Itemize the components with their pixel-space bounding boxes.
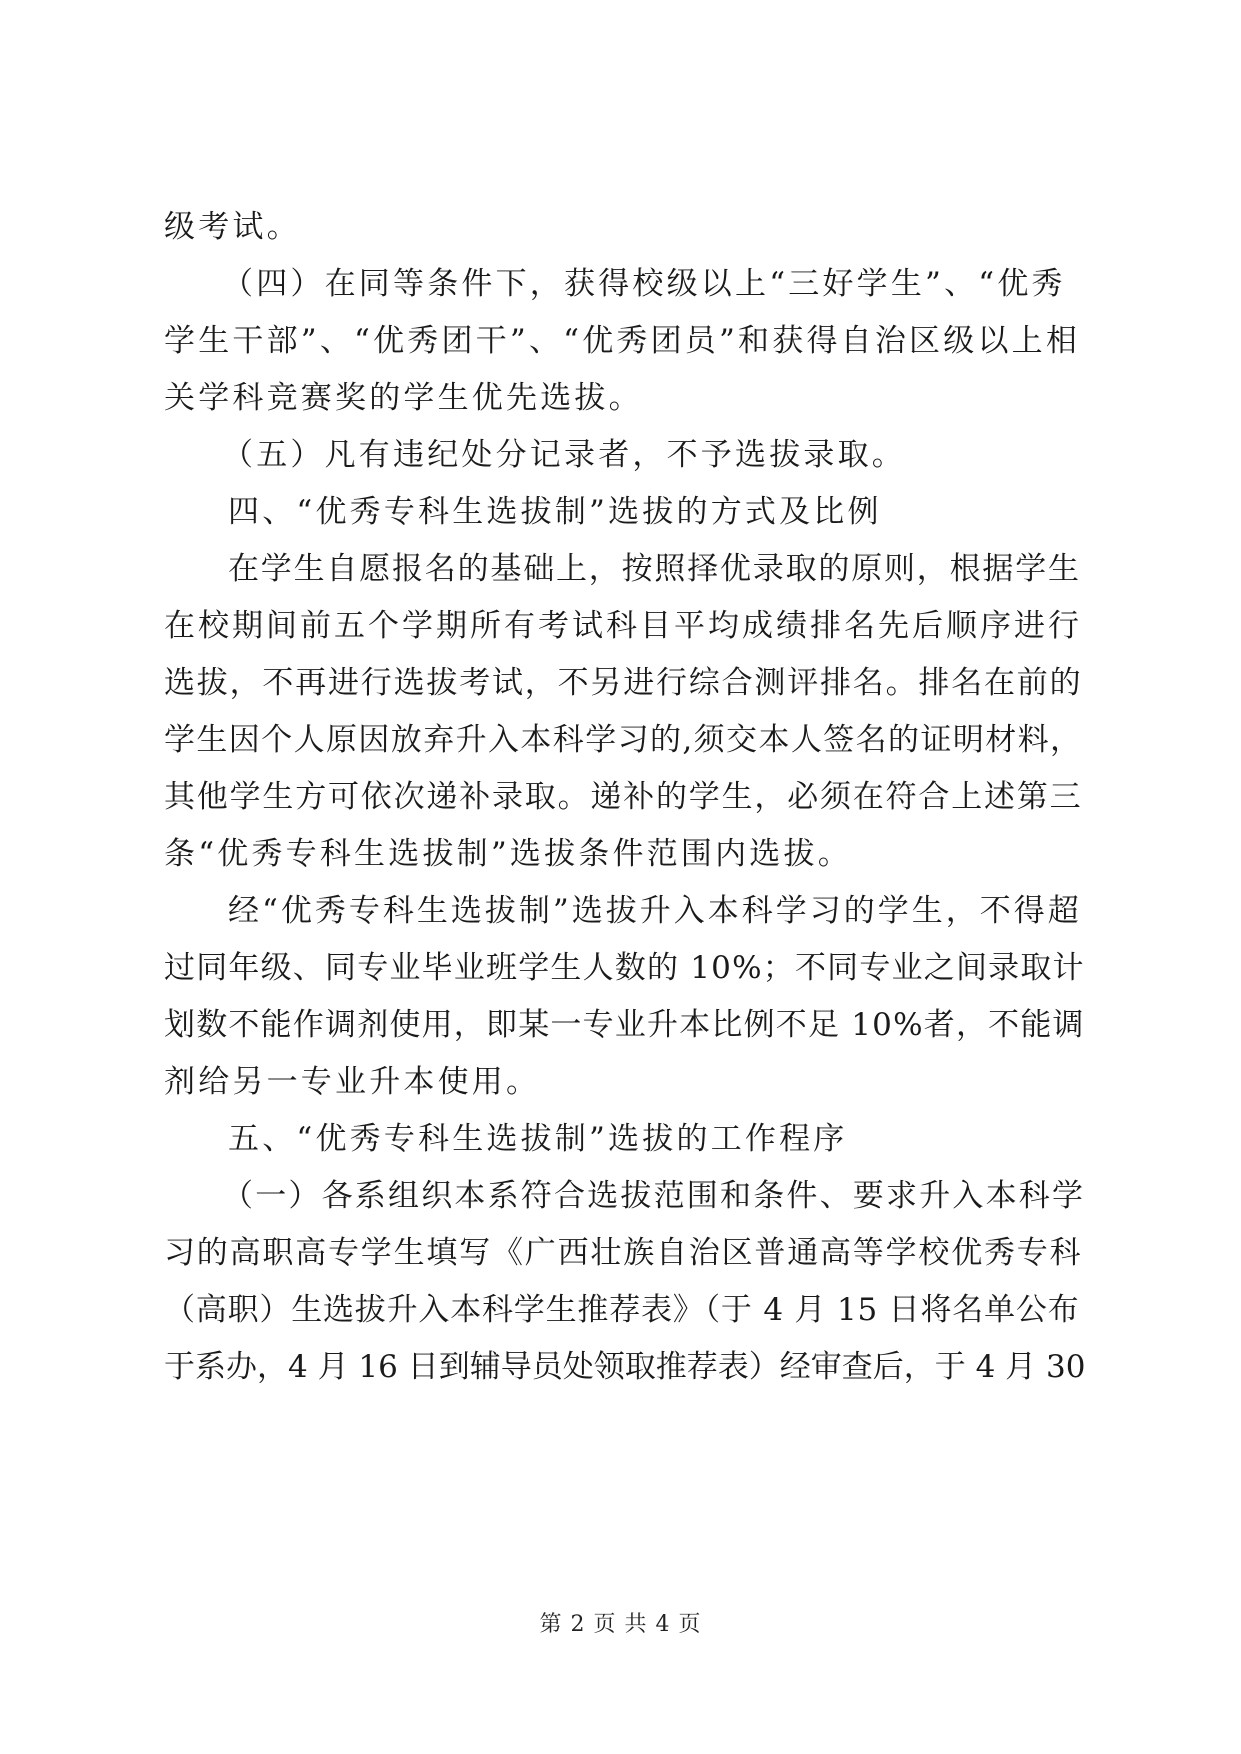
text-line: 过同年级、同专业毕业班学生人数的 10%；不同专业之间录取计	[164, 950, 1085, 986]
text-line: （一）各系组织本系符合选拔范围和条件、要求升入本科学	[222, 1178, 1086, 1214]
text-line: （四）在同等条件下，获得校级以上“三好学生”、“优秀	[222, 266, 1066, 302]
text-line: 其他学生方可依次递补录取。递补的学生，必须在符合上述第三	[164, 779, 1083, 815]
section-heading: 四、“优秀专科生选拔制”选拔的方式及比例	[228, 494, 882, 530]
text-line: 剂给另一专业升本使用。	[164, 1064, 541, 1100]
text-line: 学生干部”、“优秀团干”、“优秀团员”和获得自治区级以上相	[164, 323, 1081, 359]
text-line: 选拔，不再进行选拔考试，不另进行综合测评排名。排名在前的	[164, 665, 1083, 701]
text-line: 在校期间前五个学期所有考试科目平均成绩排名先后顺序进行	[164, 608, 1082, 644]
page-footer: 第 2 页 共 4 页	[539, 1612, 702, 1637]
text-line: （五）凡有违纪处分记录者，不予选拔录取。	[222, 437, 906, 473]
text-line: 在学生自愿报名的基础上，按照择优录取的原则，根据学生	[228, 551, 1081, 587]
text-line: 习的高职高专学生填写《广西壮族自治区普通高等学校优秀专科	[164, 1235, 1083, 1271]
text-line: 划数不能作调剂使用，即某一专业升本比例不足 10%者，不能调	[164, 1007, 1085, 1043]
text-line: 经“优秀专科生选拔制”选拔升入本科学习的学生，不得超	[228, 893, 1082, 929]
text-line: 条“优秀专科生选拔制”选拔条件范围内选拔。	[164, 836, 852, 872]
section-heading: 五、“优秀专科生选拔制”选拔的工作程序	[228, 1121, 848, 1157]
text-line: 于系办，4 月 16 日到辅导员处领取推荐表）经审查后，于 4 月 30	[164, 1349, 1086, 1385]
text-line: （高职）生选拔升入本科学生推荐表》（于 4 月 15 日将名单公布	[164, 1292, 1080, 1328]
text-line: 学生因个人原因放弃升入本科学习的,须交本人签名的证明材料，	[164, 722, 1083, 758]
text-line: 关学科竞赛奖的学生优先选拔。	[164, 380, 643, 416]
text-line: 级考试。	[164, 209, 301, 245]
